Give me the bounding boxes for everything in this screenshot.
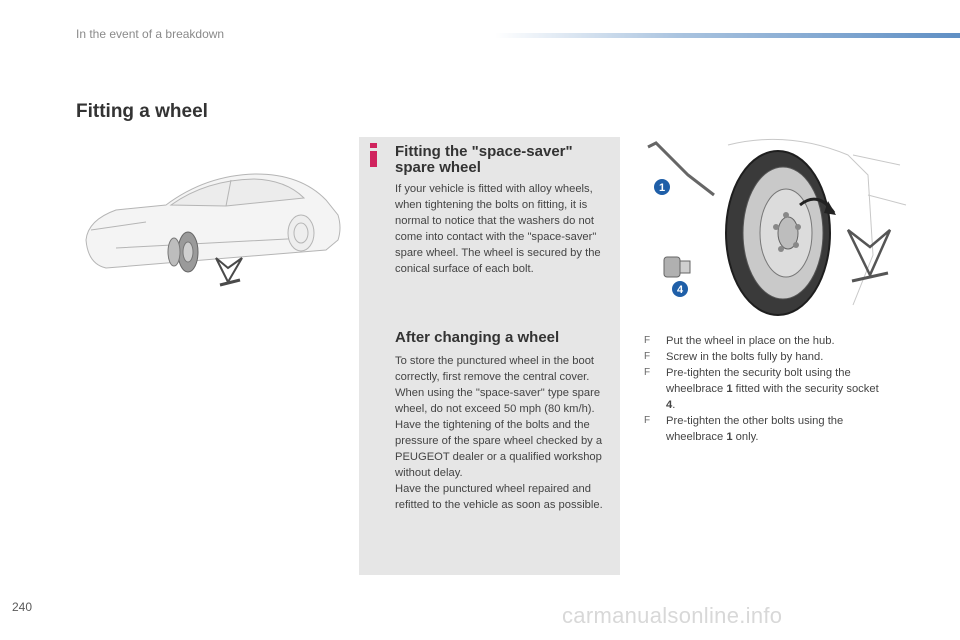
info-box [359,137,620,575]
step-marker-icon: F [644,351,651,362]
step-marker-icon: F [644,335,651,346]
info-icon [368,143,380,167]
after-change-paragraph: Have the punctured wheel repaired and refitted to the vehicle as soon as possible. [395,483,603,511]
section-header: In the event of a breakdown [76,27,225,41]
car-jack-illustration [76,160,346,295]
after-change-heading: After changing a wheel [395,329,560,346]
step-item: F Put the wheel in place on the hub. [644,335,835,347]
step-item: F Screw in the bolts fully by hand. [644,351,824,363]
step-marker-icon: F [644,367,651,378]
wheelbrace-ref: 1 [726,431,733,443]
wheel-fitting-illustration [638,135,910,325]
fitting-steps [641,333,891,445]
step-item: F Pre-tighten the other bolts using the wheelbrace 1 only. [644,415,844,443]
after-change-paragraph: Have the tightening of the bolts and the pressure of the spare wheel checked by a PEUGEOT dealer or a qualified workshop without delay. [395,419,603,479]
header-accent-bar [495,33,960,38]
callout-security-socket: 4 [676,284,684,296]
after-change-paragraph: When using the "space-saver" type spare wheel, do not exceed 50 mph (80 km/h). [395,387,601,415]
space-saver-heading: Fitting the "space-saver" spare wheel [395,143,573,176]
step-item: F Pre-tighten the security bolt using the wheelbrace 1 fitted with the security socket 4. [644,367,879,411]
page-number: 240 [12,600,33,614]
after-change-paragraph: To store the punctured wheel in the boot correctly, first remove the central cover. [395,355,595,383]
wheelbrace-ref: 1 [726,383,733,395]
space-saver-paragraph: If your vehicle is fitted with alloy wheels, when tightening the bolts on fitting, it is normal to notice that the washers do not come into contact with the "space-saver" spare wheel. The wheel is secured by the conical surface of each bolt. [395,183,601,275]
socket-ref: 4 [666,399,673,411]
callout-wheelbrace: 1 [658,182,666,194]
after-change-text [395,353,617,513]
watermark: carmanualsonline.info [562,603,783,628]
page-title: Fitting a wheel [76,101,208,122]
step-marker-icon: F [644,415,651,426]
